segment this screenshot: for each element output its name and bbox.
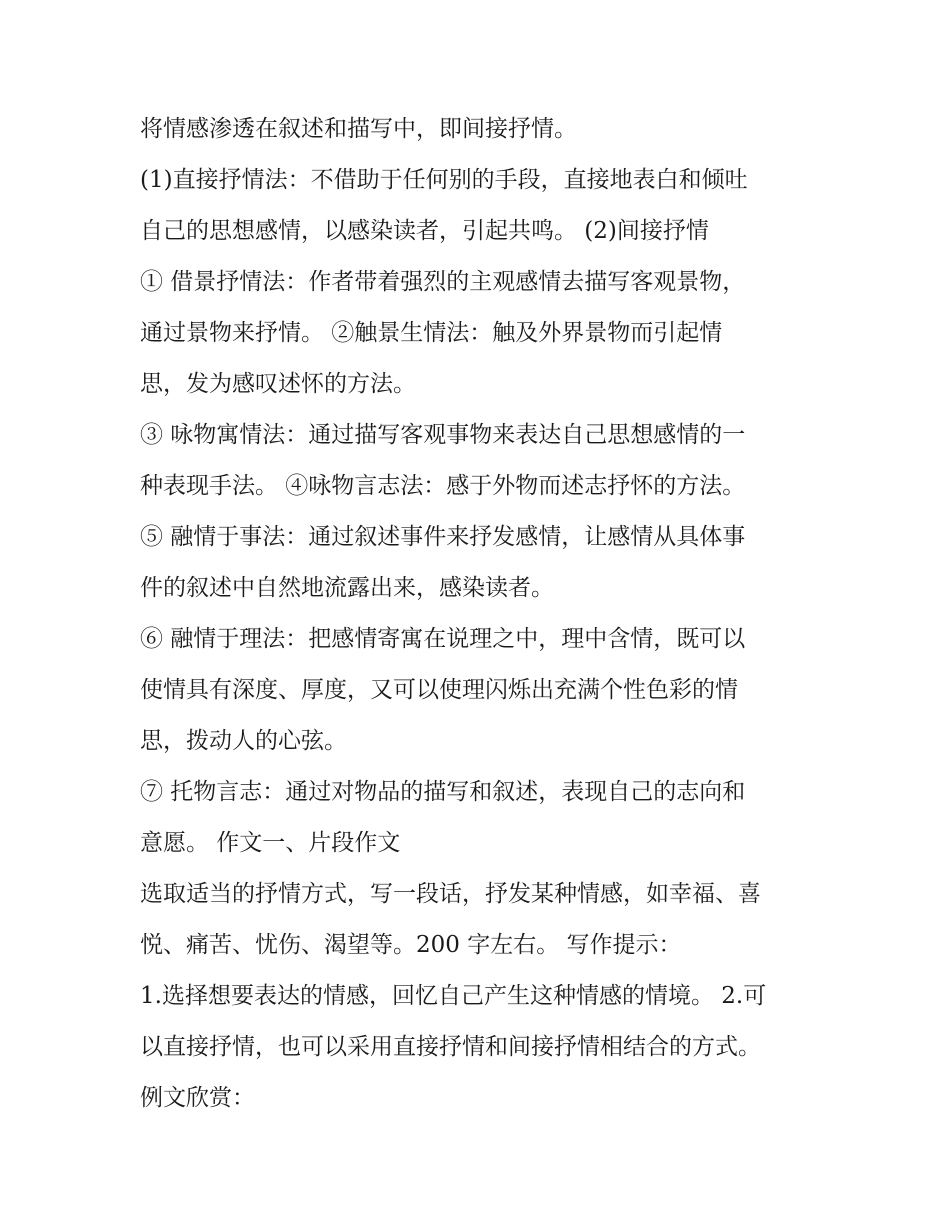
text-line: 悦、痛苦、忧伤、渴望等。200 字左右。 写作提示： [140,932,682,958]
text-line: 意愿。 作文一、片段作文 [140,830,401,856]
text-line: 自己的思想感情，以感染读者，引起共鸣。 (2)间接抒情 [140,218,709,244]
text-line: 例文欣赏： [140,1085,255,1111]
text-line: 思，发为感叹述怀的方法。 [140,371,416,397]
text-line: (1)直接抒情法：不借助于任何别的手段，直接地表白和倾吐 [140,167,748,193]
text-line: ③ 咏物寓情法：通过描写客观事物来表达自己思想感情的一 [140,422,746,448]
text-line: 种表现手法。 ④咏物言志法：感于外物而述志抒怀的方法。 [140,473,746,499]
text-line: 选取适当的抒情方式，写一段话，抒发某种情感，如幸福、喜 [140,881,761,907]
body-text [140,104,820,1124]
text-line: 将情感渗透在叙述和描写中，即间接抒情。 [140,116,577,142]
text-line: ⑤ 融情于事法：通过叙述事件来抒发感情，让感情从具体事 [140,524,746,550]
text-line: ⑦ 托物言志：通过对物品的描写和叙述，表现自己的志向和 [140,779,746,805]
text-line: 思，拨动人的心弦。 [140,728,347,754]
text-line: 通过景物来抒情。 ②触景生情法：触及外界景物而引起情 [140,320,723,346]
text-line: 使情具有深度、厚度，又可以使理闪烁出充满个性色彩的情 [140,677,738,703]
text-line: ⑥ 融情于理法：把感情寄寓在说理之中，理中含情，既可以 [140,626,746,652]
text-line: 以直接抒情，也可以采用直接抒情和间接抒情相结合的方式。 [140,1034,761,1060]
text-line: 1.选择想要表达的情感，回忆自己产生这种情感的情境。 2.可 [140,983,767,1009]
text-line: 件的叙述中自然地流露出来，感染读者。 [140,575,554,601]
text-line: ① 借景抒情法：作者带着强烈的主观感情去描写客观景物， [140,269,746,295]
